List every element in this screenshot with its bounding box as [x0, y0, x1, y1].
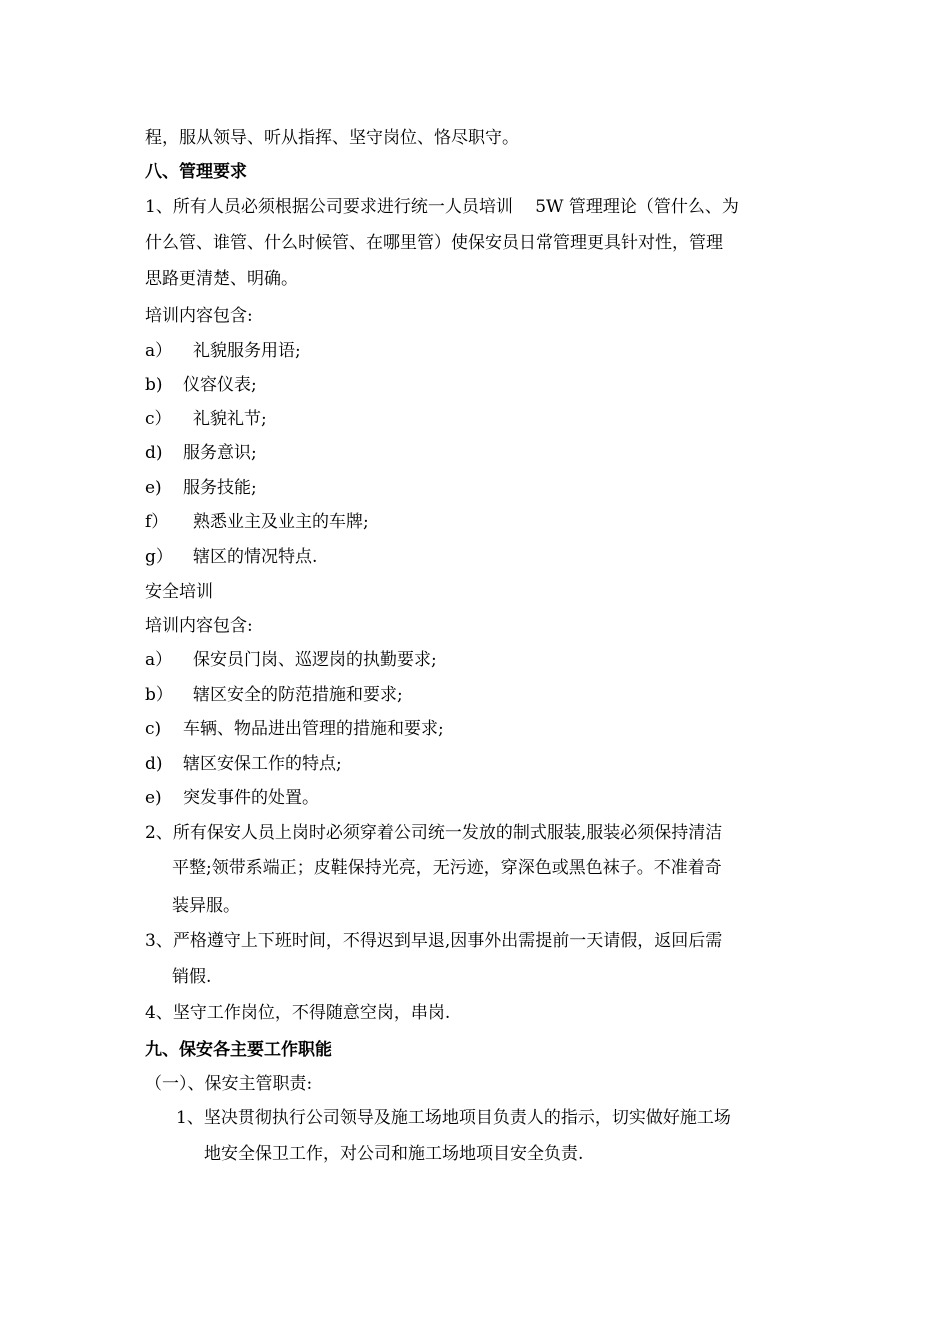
list-text: 熟悉业主及业主的车牌; [193, 512, 369, 532]
list-item [145, 340, 301, 362]
list-marker: b） [145, 685, 173, 705]
paragraph-line: 装异服。 [172, 896, 240, 916]
paragraph-line: 2、所有保安人员上岗时必须穿着公司统一发放的制式服装,服装必须保持清洁 [145, 823, 723, 843]
paragraph-line: 什么管、谁管、什么时候管、在哪里管）使保安员日常管理更具针对性，管理 [145, 233, 723, 253]
list-item [145, 374, 257, 396]
paragraph-line: 4、坚守工作岗位，不得随意空岗，串岗. [145, 1003, 451, 1023]
paragraph-line: 思路更清楚、明确。 [145, 269, 298, 289]
list-item [145, 787, 319, 809]
list-text: 辖区安保工作的特点; [183, 754, 342, 774]
list-text: 服务技能; [183, 478, 257, 498]
list-item [145, 442, 257, 464]
paragraph-line: 3、严格遵守上下班时间，不得迟到早退,因事外出需提前一天请假，返回后需 [145, 931, 723, 951]
list-marker: c) [145, 719, 162, 739]
list-marker: d) [145, 754, 163, 774]
section-heading: 八、管理要求 [145, 162, 247, 182]
list-text: 仪容仪表; [183, 375, 257, 395]
subsection-heading: （一）、保安主管职责: [145, 1074, 313, 1094]
section-heading: 九、保安各主要工作职能 [145, 1040, 332, 1060]
list-marker: g） [145, 547, 173, 567]
list-item [145, 684, 403, 706]
list-text: 车辆、物品进出管理的措施和要求; [183, 719, 444, 739]
paragraph-line: 培训内容包含: [145, 306, 253, 326]
list-marker: b) [145, 375, 163, 395]
list-item [145, 477, 257, 499]
list-item [145, 408, 267, 430]
list-text: 保安员门岗、巡逻岗的执勤要求; [193, 650, 437, 670]
paragraph-line: 程，服从领导、听从指挥、坚守岗位、恪尽职守。 [145, 128, 519, 148]
list-marker: f） [145, 512, 169, 532]
list-text: 突发事件的处置。 [183, 788, 319, 808]
list-item [145, 511, 369, 533]
list-text: 礼貌服务用语; [193, 341, 301, 361]
list-marker: a） [145, 341, 173, 361]
list-marker: e) [145, 478, 162, 498]
paragraph-line: 平整;领带系端正；皮鞋保持光亮，无污迹，穿深色或黑色袜子。不准着奇 [172, 858, 722, 878]
list-item [145, 649, 437, 671]
list-item [145, 546, 317, 568]
list-text: 服务意识; [183, 443, 257, 463]
list-item [145, 718, 444, 740]
paragraph-line: 1、所有人员必须根据公司要求进行统一人员培训 5W 管理理论（管什么、为 [145, 197, 739, 217]
paragraph-line: 培训内容包含: [145, 616, 253, 636]
list-marker: e) [145, 788, 162, 808]
list-text: 辖区的情况特点. [193, 547, 318, 567]
list-text: 礼貌礼节; [193, 409, 267, 429]
list-marker: c） [145, 409, 172, 429]
paragraph-line: 销假. [172, 967, 212, 987]
list-item [145, 753, 342, 775]
paragraph-line: 1、坚决贯彻执行公司领导及施工场地项目负责人的指示，切实做好施工场 [176, 1108, 731, 1128]
list-marker: d) [145, 443, 163, 463]
list-text: 辖区安全的防范措施和要求; [193, 685, 403, 705]
paragraph-line: 地安全保卫工作，对公司和施工场地项目安全负责. [204, 1144, 584, 1164]
list-marker: a） [145, 650, 173, 670]
paragraph-line: 安全培训 [145, 582, 213, 602]
